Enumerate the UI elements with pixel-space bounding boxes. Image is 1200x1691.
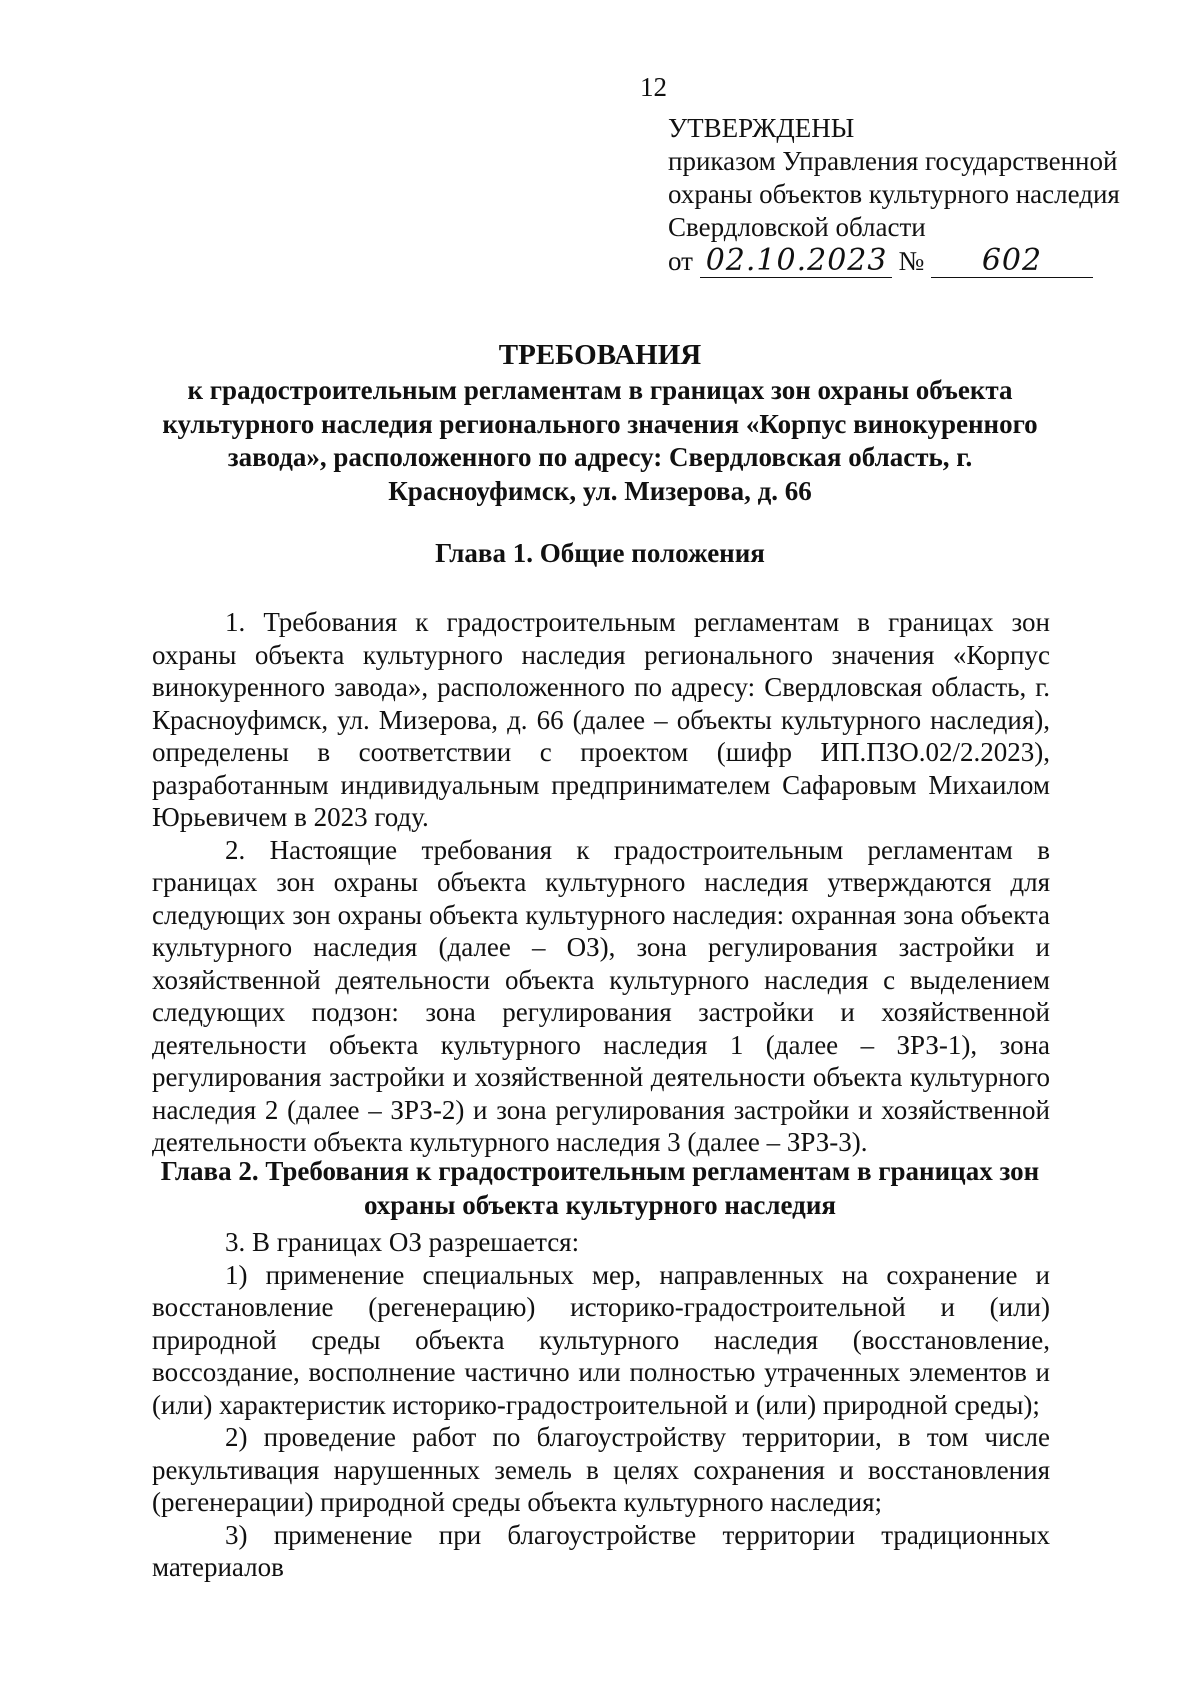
approval-line-1: приказом Управления государственной	[668, 146, 1118, 176]
paragraph: 1. Требования к градостроительным регламентам в границах зон охраны объекта культурного наследия регионального значения «Корпус винокуренного завода», расположенного по адресу: Свердловская область, г. Красноуфимск, ул. Мизерова, д. 66 (далее – объекты культурного наследия), определены в соответствии с проектом (шифр ИП.ПЗО.02/2.2023), разработанным индивидуальным предпринимателем Сафаровым Михаилом Юрьевичем в 2023 году.	[152, 607, 1050, 832]
chapter-2-body	[152, 1226, 1050, 1584]
paragraph: 3. В границах ОЗ разрешается:	[225, 1227, 580, 1257]
approval-line-2: охраны объектов культурного наследия	[668, 179, 1120, 209]
approval-line-3: Свердловской области	[668, 212, 926, 242]
approval-heading: УТВЕРЖДЕНЫ	[668, 113, 855, 143]
handwritten-date: 02.10.2023	[700, 244, 892, 278]
date-prefix: от	[668, 246, 693, 276]
document-title: ТРЕБОВАНИЯ	[498, 339, 702, 371]
paragraph: 2. Настоящие требования к градостроительным регламентам в границах зон охраны объекта культурного наследия утверждаются для следующих зон охраны объекта культурного наследия: охранная зона объекта культурного наследия (далее – ОЗ), зона регулирования застройки и хозяйственной деятельности объекта культурного наследия с выделением следующих подзон: зона регулирования застройки и хозяйственной деятельности объекта культурного наследия 1 (далее – ЗРЗ-1), зона регулирования застройки и хозяйственной деятельности объекта культурного наследия 2 (далее – ЗРЗ-2) и зона регулирования застройки и хозяйственной деятельности объекта культурного наследия 3 (далее – ЗРЗ-3).	[152, 834, 1050, 1157]
chapter-1-body	[152, 606, 1050, 1159]
approval-date-line	[668, 244, 1120, 278]
chapter-2-heading: Глава 2. Требования к градостроительным регламентам в границах зон охраны объекта культурного наследия	[160, 1156, 1040, 1220]
paragraph: 1) применение специальных мер, направленных на сохранение и восстановление (регенерацию) историко-градостроительной и (или) природной среды объекта культурного наследия (восстановление, воссоздание, восполнение частично или полностью утраченных элементов и (или) характеристик историко-градостроительной и (или) природной среды);	[152, 1259, 1050, 1420]
paragraph: 3) применение при благоустройстве территории традиционных материалов	[152, 1519, 1050, 1582]
document-subtitle: к градостроительным регламентам в границах зон охраны объекта культурного наследия регионального значения «Корпус винокуренного завода», расположенного по адресу: Свердловская область, г. Красноуфимск, ул. Мизерова, д. 66	[162, 375, 1038, 506]
approval-stamp-block	[668, 112, 1120, 278]
handwritten-number: 602	[931, 244, 1093, 278]
number-prefix: №	[898, 246, 925, 276]
chapter-1-heading: Глава 1. Общие положения	[435, 538, 765, 568]
page-number: 12	[640, 72, 667, 102]
paragraph: 2) проведение работ по благоустройству территории, в том числе рекультивация нарушенных земель в целях сохранения и восстановления (регенерации) природной среды объекта культурного наследия;	[152, 1422, 1050, 1517]
